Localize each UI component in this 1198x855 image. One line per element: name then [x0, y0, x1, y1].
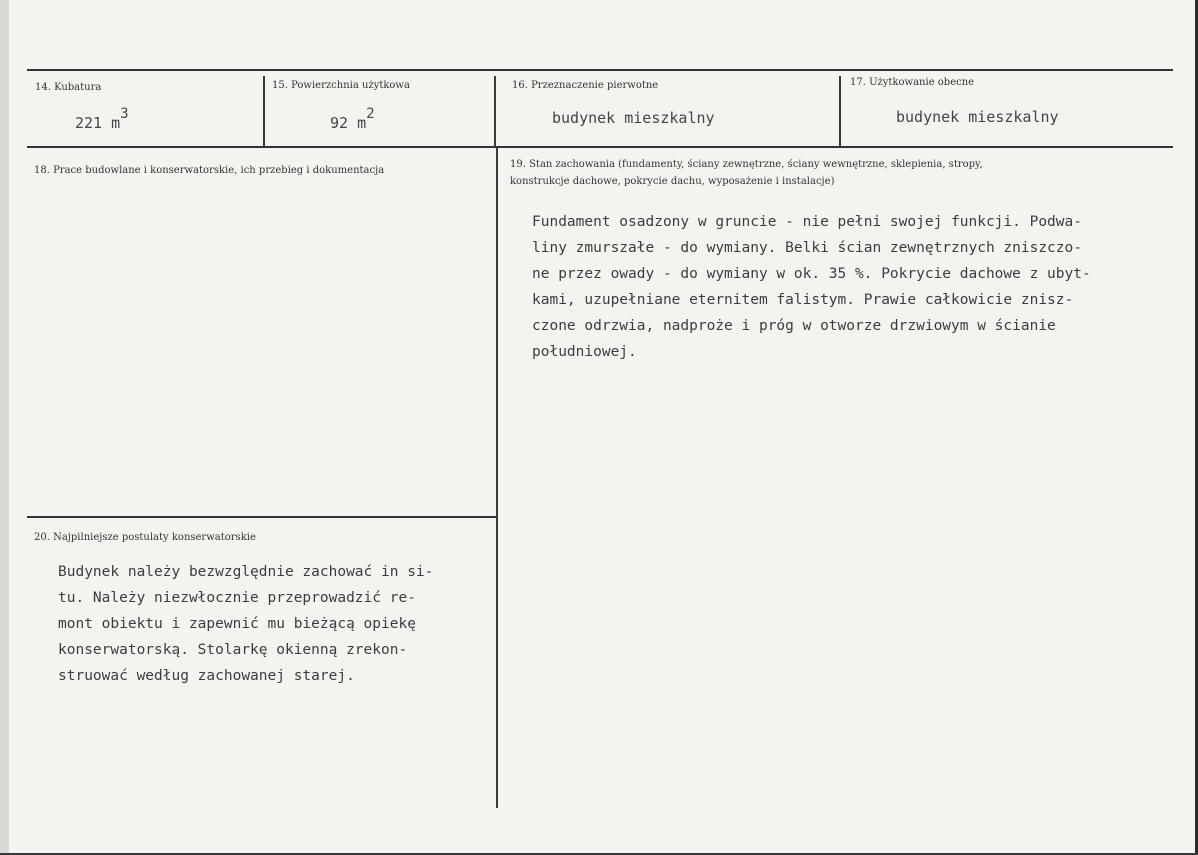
field-19-line: Fundament osadzony w gruncie - nie pełni swojej funkcji. Podwa- [532, 214, 1082, 230]
field-20-line: mont obiektu i zapewnić mu bieżącą opiekę [58, 616, 416, 632]
field-20-line: konserwatorską. Stolarkę okienną zrekon- [58, 642, 408, 658]
divider-16-17 [839, 76, 841, 147]
field-15-value-text: 92 m [330, 114, 367, 132]
divider-14-15 [263, 76, 265, 147]
field-17-value: budynek mieszkalny [896, 108, 1059, 126]
field-19-line: południowej. [532, 344, 637, 360]
field-19-line: liny zmurszałe - do wymiany. Belki ścian zewnętrznych zniszczo- [532, 240, 1082, 256]
field-15-label: 15. Powierzchnia użytkowa [272, 80, 410, 91]
field-20-text [58, 559, 433, 689]
top-rule [27, 69, 1173, 71]
field-19-text [532, 209, 1091, 365]
field-19-label-line-2: konstrukcje dachowe, pokrycie dachu, wyposażenie i instalacje) [510, 176, 835, 187]
field-19-label-line-1: 19. Stan zachowania (fundamenty, ściany zewnętrzne, ściany wewnętrzne, sklepienia, stropy, [510, 159, 983, 170]
field-20-line: struować według zachowanej starej. [58, 668, 355, 684]
field-14-value [75, 106, 129, 132]
field-14-exponent: 3 [120, 106, 129, 122]
scan-edge-left [0, 0, 9, 855]
field-19-line: kami, uzupełniane eternitem falistym. Prawie całkowicie znisz- [532, 292, 1074, 308]
field-19-line: ne przez owady - do wymiany w ok. 35 %. Pokrycie dachowe z ubyt- [532, 266, 1091, 282]
field-14-value-text: 221 m [75, 114, 121, 132]
field-14-label: 14. Kubatura [35, 82, 102, 93]
field-18-label: 18. Prace budowlane i konserwatorskie, ich przebieg i dokumentacja [34, 165, 385, 176]
field-17-label: 17. Użytkowanie obecne [850, 77, 975, 88]
section-20-rule [27, 516, 497, 518]
field-16-label: 16. Przeznaczenie pierwotne [512, 80, 659, 91]
field-16-value: budynek mieszkalny [552, 109, 715, 127]
divider-left-right [496, 148, 498, 808]
field-19-line: czone odrzwia, nadproże i próg w otworze drzwiowym w ścianie [532, 318, 1056, 334]
field-15-exponent: 2 [366, 106, 375, 122]
middle-rule [27, 146, 1173, 148]
field-20-line: tu. Należy niezwłocznie przeprowadzić re- [58, 590, 416, 606]
field-15-value [330, 106, 375, 132]
divider-15-16 [494, 76, 496, 147]
field-20-line: Budynek należy bezwzględnie zachować in si- [58, 564, 434, 580]
field-20-label: 20. Najpilniejsze postulaty konserwatorskie [34, 532, 256, 543]
